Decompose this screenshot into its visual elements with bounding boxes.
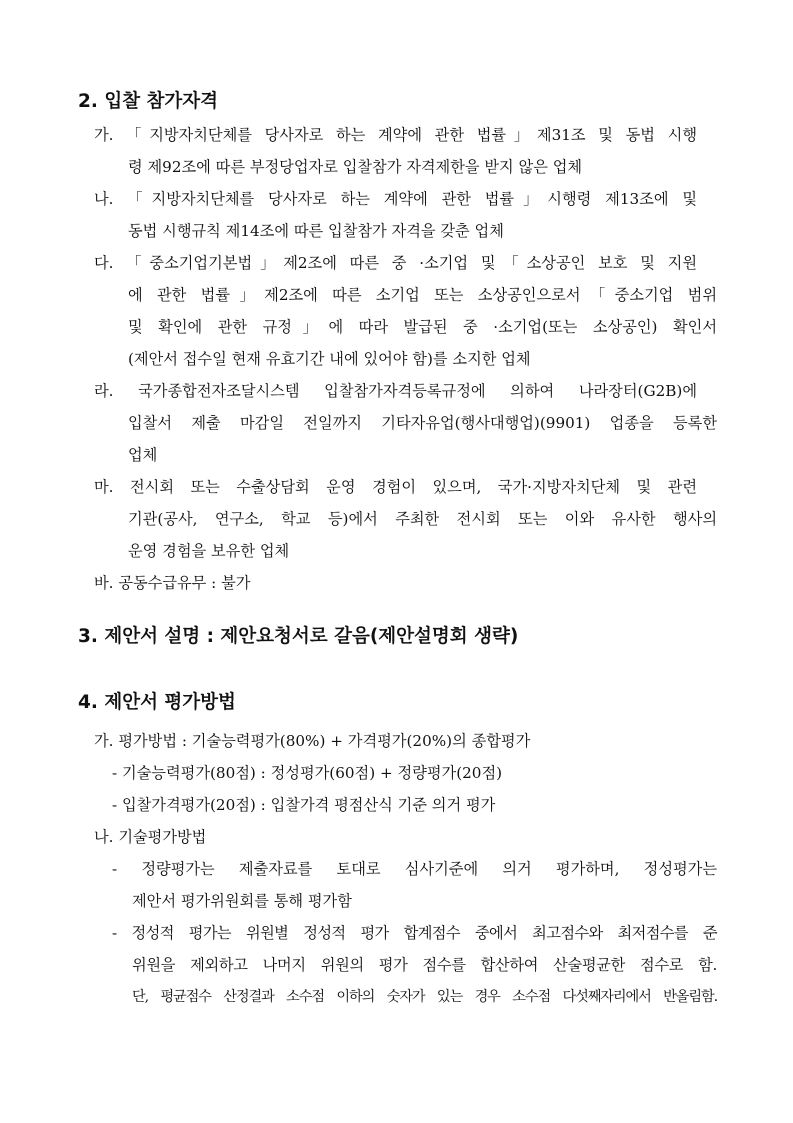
eligibility-item-da-line-3: 및 확인에 관한 규정」에 따라 발급된 중 ·소기업(또는 소상공인) 확인서 — [128, 318, 717, 336]
eligibility-item-da-line-2: 에 관한 법률」제2조에 따른 소기업 또는 소상공인으로서「중소기업 범위 — [128, 286, 717, 304]
eligibility-item-ma-line-1: 마. 전시회 또는 수출상담회 운영 경험이 있으며, 국가·지방자치단체 및 관련 — [94, 478, 697, 496]
qualitative-evaluation-line-3: 단, 평균점수 산정결과 소수점 이하의 숫자가 있는 경우 소수점 다섯째자리에서 반올림함. — [132, 989, 717, 1005]
eligibility-item-ma-line-3: 운영 경험을 보유한 업체 — [128, 542, 290, 560]
section-3-heading: 3. 제안서 설명 : 제안요청서로 갈음(제안설명회 생략) — [78, 626, 519, 647]
technical-method-heading: 나. 기술평가방법 — [94, 828, 207, 846]
eligibility-item-ga-line-2: 령 제92조에 따른 부정당업자로 입찰참가 자격제한을 받지 않은 업체 — [128, 158, 583, 176]
qualitative-evaluation-line-2: 위원을 제외하고 나머지 위원의 평가 점수를 합산하여 산술평균한 점수로 함. — [132, 956, 717, 974]
eligibility-item-ba-line-1: 바. 공동수급유무 : 불가 — [94, 574, 251, 592]
eligibility-item-ma-line-2: 기관(공사, 연구소, 학교 등)에서 주최한 전시회 또는 이와 유사한 행사의 — [128, 510, 717, 528]
price-evaluation-line: - 입찰가격평가(20점) : 입찰가격 평점산식 기준 의거 평가 — [112, 796, 496, 814]
quantitative-evaluation-line-1: - 정량평가는 제출자료를 토대로 심사기준에 의거 평가하며, 정성평가는 — [112, 860, 717, 878]
eligibility-item-na-line-2: 동법 시행규칙 제14조에 따른 입찰참가 자격을 갖춘 업체 — [128, 222, 504, 240]
section-2-heading: 2. 입찰 참가자격 — [78, 91, 219, 112]
eligibility-item-da-line-4: (제안서 접수일 현재 유효기간 내에 있어야 함)를 소지한 업체 — [128, 350, 531, 368]
eligibility-item-ra-line-1: 라. 국가종합전자조달시스템 입찰참가자격등록규정에 의하여 나라장터(G2B)에 — [94, 382, 697, 400]
evaluation-method-line: 가. 평가방법 : 기술능력평가(80%) + 가격평가(20%)의 종합평가 — [94, 732, 531, 750]
eligibility-item-da-line-1: 다. 「중소기업기본법」제2조에 따른 중 ·소기업 및「소상공인 보호 및 지원 — [94, 254, 697, 272]
eligibility-item-ra-line-3: 업체 — [128, 446, 158, 464]
section-4-heading: 4. 제안서 평가방법 — [78, 692, 236, 713]
technical-evaluation-line: - 기술능력평가(80점) : 정성평가(60점) + 정량평가(20점) — [112, 764, 503, 782]
eligibility-item-ga-line-1: 가. 「지방자치단체를 당사자로 하는 계약에 관한 법률」제31조 및 동법 시행 — [94, 126, 697, 144]
quantitative-evaluation-line-2: 제안서 평가위원회를 통해 평가함 — [132, 892, 352, 910]
eligibility-item-na-line-1: 나. 「지방자치단체를 당사자로 하는 계약에 관한 법률」시행령 제13조에 및 — [94, 190, 697, 208]
eligibility-item-ra-line-2: 입찰서 제출 마감일 전일까지 기타자유업(행사대행업)(9901) 업종을 등록한 — [128, 414, 717, 432]
qualitative-evaluation-line-1: - 정성적 평가는 위원별 정성적 평가 합계점수 중에서 최고점수와 최저점수를 준 — [112, 924, 717, 942]
